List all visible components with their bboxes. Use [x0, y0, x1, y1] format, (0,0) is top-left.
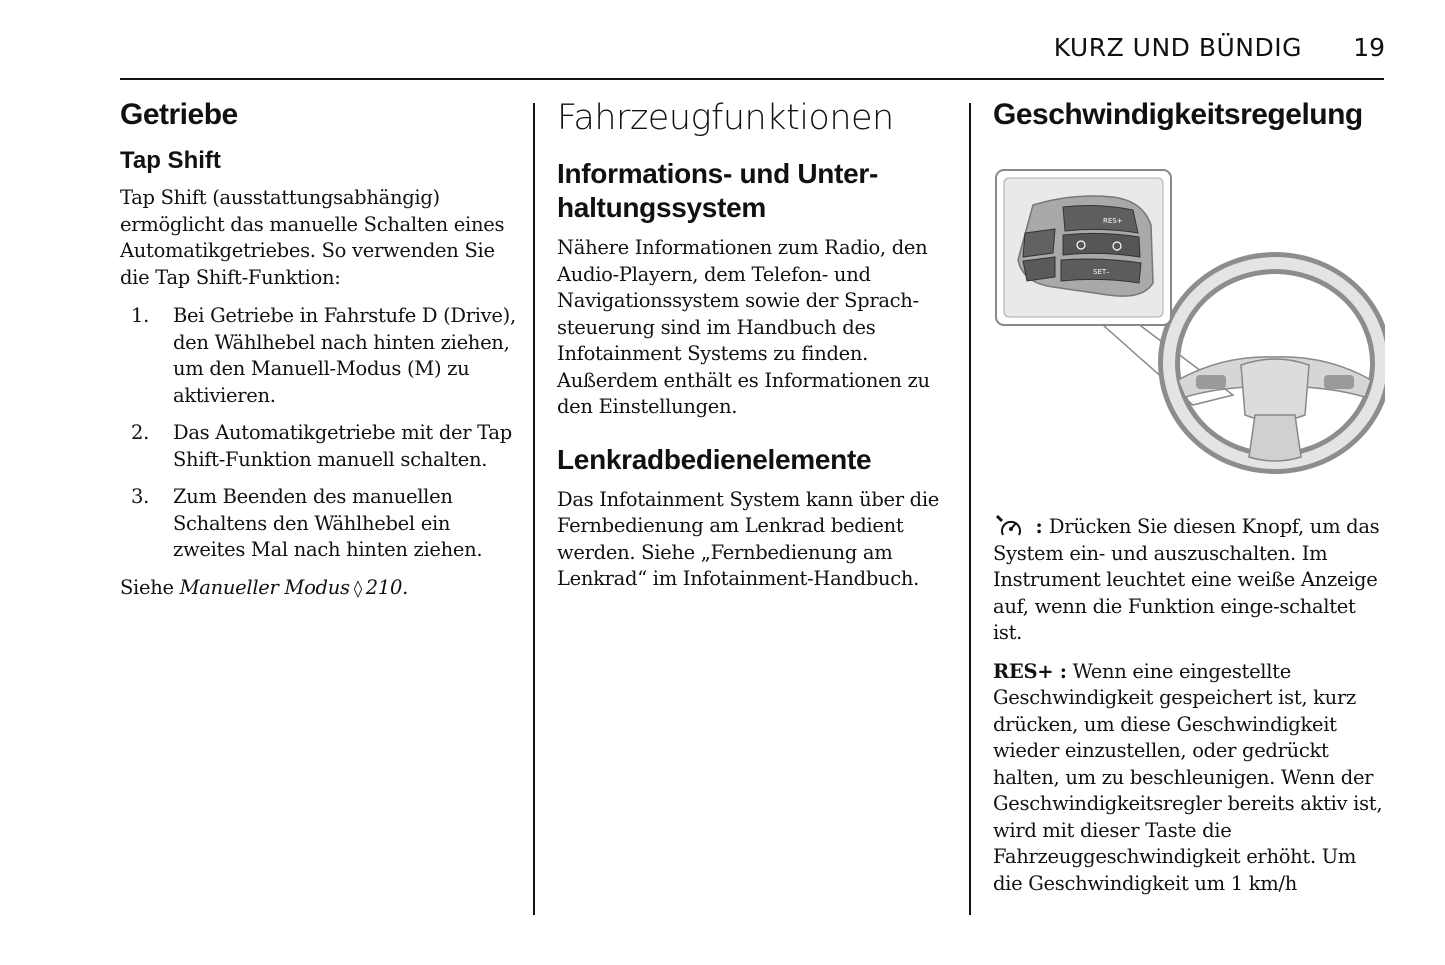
- running-header-title: KURZ UND BÜNDIG: [1053, 33, 1302, 62]
- cross-reference: [120, 575, 520, 603]
- section-title-getriebe: Getriebe: [120, 98, 238, 131]
- column-divider-1: [533, 103, 535, 915]
- list-item-text: Zum Beenden des manuellen Schaltens den Wählhebel ein zweites Mal nach hinten ziehen.: [173, 485, 483, 561]
- list-item-text: Bei Getriebe in Fahrstufe D (Drive), den Wählhebel nach hinten ziehen, um den Manuell-Modus (M) zu aktivieren.: [173, 304, 516, 407]
- section-title-cruise-control: Geschwindigkeitsregelung: [993, 98, 1363, 131]
- control-closeup-inset: [996, 170, 1171, 325]
- list-item-number: 3.: [131, 485, 150, 508]
- list-item: [120, 303, 520, 409]
- list-item: [120, 420, 520, 473]
- see-prefix: Siehe: [120, 575, 180, 599]
- cruise-on-off-text: [993, 513, 1385, 647]
- column-cruise-control: [993, 95, 1393, 135]
- see-page-number: 210.: [365, 575, 409, 599]
- list-item-number: 1.: [131, 304, 150, 327]
- infotainment-text: Nähere Informationen zum Radio, den Audio-Playern, dem Telefon- und Navigationssystem sowie der Sprach-steuerung sind im Handbuch des Infotainment Systems zu finden. Außerdem enthält es Informationen zu den Einstellungen.: [557, 236, 930, 418]
- column-transmission: [120, 95, 520, 614]
- heading-steering-controls: Lenkradbedienelemente: [557, 443, 872, 475]
- subsection-title-tap-shift: Tap Shift: [120, 147, 221, 174]
- chapter-title: Fahrzeugfunktionen: [557, 98, 894, 138]
- column-vehicle-features: [557, 95, 957, 605]
- list-item-text: Das Automatikgetriebe mit der Tap Shift-Funktion manuell schalten.: [173, 421, 512, 471]
- res-plus-term: RES+ :: [993, 659, 1067, 683]
- page-number: 19: [1353, 33, 1385, 62]
- cruise-on-off-description: Drücken Sie diesen Knopf, um das System ein- und auszuschalten. Im Instrument leuchtet eine weiße Anzeige auf, wenn die Funktion einge-schaltet ist.: [993, 515, 1380, 644]
- list-item: [120, 484, 520, 564]
- cruise-control-icon: [993, 513, 1029, 537]
- see-reference-link[interactable]: Manueller Modus: [179, 575, 350, 599]
- page-reference-icon: ◊: [353, 578, 362, 599]
- res-plus-text: [993, 659, 1385, 898]
- header-rule: [120, 78, 1384, 80]
- steering-wheel-illustration: [993, 165, 1385, 480]
- set-minus-label: SET–: [1093, 268, 1110, 276]
- cruise-separator: :: [1029, 515, 1049, 538]
- res-plus-description: Wenn eine eingestellte Geschwindigkeit gespeichert ist, kurz drücken, um diese Geschwindigkeit wieder einzustellen, oder gedrückt halten, um zu beschleunigen. Wenn der Geschwindigkeitsregler bereits aktiv ist, wird mit dieser Taste die Fahrzeuggeschwindigkeit erhöht. Um die Geschwindigkeit um 1 km/h: [993, 659, 1383, 895]
- res-plus-label: RES+: [1103, 217, 1123, 225]
- list-item-number: 2.: [131, 421, 150, 444]
- cruise-description: [993, 513, 1385, 909]
- heading-infotainment: Informations- und Unter-haltungssystem: [557, 158, 878, 223]
- steering-wheel: [1169, 263, 1381, 463]
- column-divider-2: [969, 103, 971, 915]
- steering-controls-text: Das Infotainment System kann über die Fernbedienung am Lenkrad bedient werden. Siehe „Fernbedienung am Lenkrad“ im Infotainment-Handbuch.: [557, 487, 940, 590]
- tap-shift-intro: Tap Shift (ausstattungsabhängig) ermöglicht das manuelle Schalten eines Automatikgetriebes. So verwenden Sie die Tap Shift-Funktion:: [120, 186, 505, 289]
- tap-shift-steps: [120, 303, 520, 564]
